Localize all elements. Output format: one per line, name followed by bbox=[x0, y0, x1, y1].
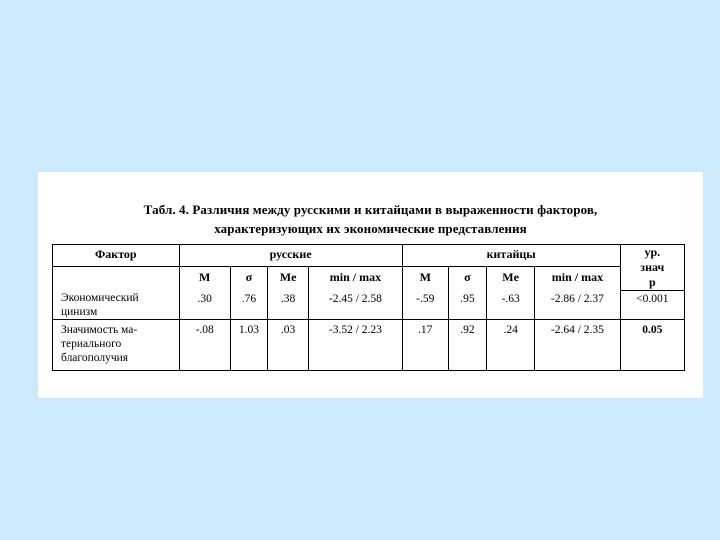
ru-median-cell: .03 bbox=[268, 320, 309, 371]
subheader-ru-median: Me bbox=[268, 267, 309, 291]
significance-header: ур. знач p bbox=[620, 245, 684, 291]
subheader-ru-range: min / max bbox=[309, 267, 402, 291]
subheader-ru-mean: M bbox=[179, 267, 230, 291]
subheader-ru-sd: σ bbox=[230, 267, 267, 291]
ru-sd-cell: 1.03 bbox=[230, 320, 267, 371]
ru-range-cell: -2.45 / 2.58 bbox=[309, 291, 402, 320]
cn-range-cell: -2.86 / 2.37 bbox=[535, 291, 620, 320]
cn-mean-cell: -.59 bbox=[402, 291, 448, 320]
table-caption bbox=[38, 200, 703, 238]
group-russians-header: русские bbox=[179, 245, 402, 267]
caption-line-1: Табл. 4. Различия между русскими и китайцами в выраженности факторов, bbox=[143, 202, 598, 217]
cn-median-cell: .24 bbox=[487, 320, 535, 371]
comparison-table bbox=[52, 244, 685, 371]
factor-name-cell bbox=[53, 320, 180, 371]
ru-mean-cell: -.08 bbox=[179, 320, 230, 371]
factor-name: Значимость ма- териального благополучия bbox=[61, 324, 138, 364]
factor-header: Фактор bbox=[53, 245, 180, 267]
caption-line-2: характеризующих их экономические представления bbox=[214, 221, 527, 236]
factor-name: Экономический цинизм bbox=[61, 291, 139, 318]
cn-median-cell: -.63 bbox=[487, 291, 535, 320]
subheader-cn-range: min / max bbox=[535, 267, 620, 291]
subheader-cn-mean: M bbox=[402, 267, 448, 291]
ru-mean-cell: .30 bbox=[179, 291, 230, 320]
group-chinese-header: китайцы bbox=[402, 245, 620, 267]
ru-median-cell: .38 bbox=[268, 291, 309, 320]
cn-sd-cell: .95 bbox=[448, 291, 486, 320]
subheader-row bbox=[53, 267, 685, 291]
document-page bbox=[38, 172, 703, 398]
cn-sd-cell: .92 bbox=[448, 320, 486, 371]
p-value-cell: 0.05 bbox=[620, 320, 684, 371]
header-row bbox=[53, 245, 685, 267]
ru-sd-cell: .76 bbox=[230, 291, 267, 320]
factor-name-cell bbox=[53, 291, 180, 320]
table-row bbox=[53, 320, 685, 371]
table-row bbox=[53, 291, 685, 320]
cn-mean-cell: .17 bbox=[402, 320, 448, 371]
p-value-cell: <0.001 bbox=[620, 291, 684, 320]
ru-range-cell: -3.52 / 2.23 bbox=[309, 320, 402, 371]
cn-range-cell: -2.64 / 2.35 bbox=[535, 320, 620, 371]
factor-subheader-empty bbox=[53, 267, 180, 291]
subheader-cn-sd: σ bbox=[448, 267, 486, 291]
subheader-cn-median: Me bbox=[487, 267, 535, 291]
